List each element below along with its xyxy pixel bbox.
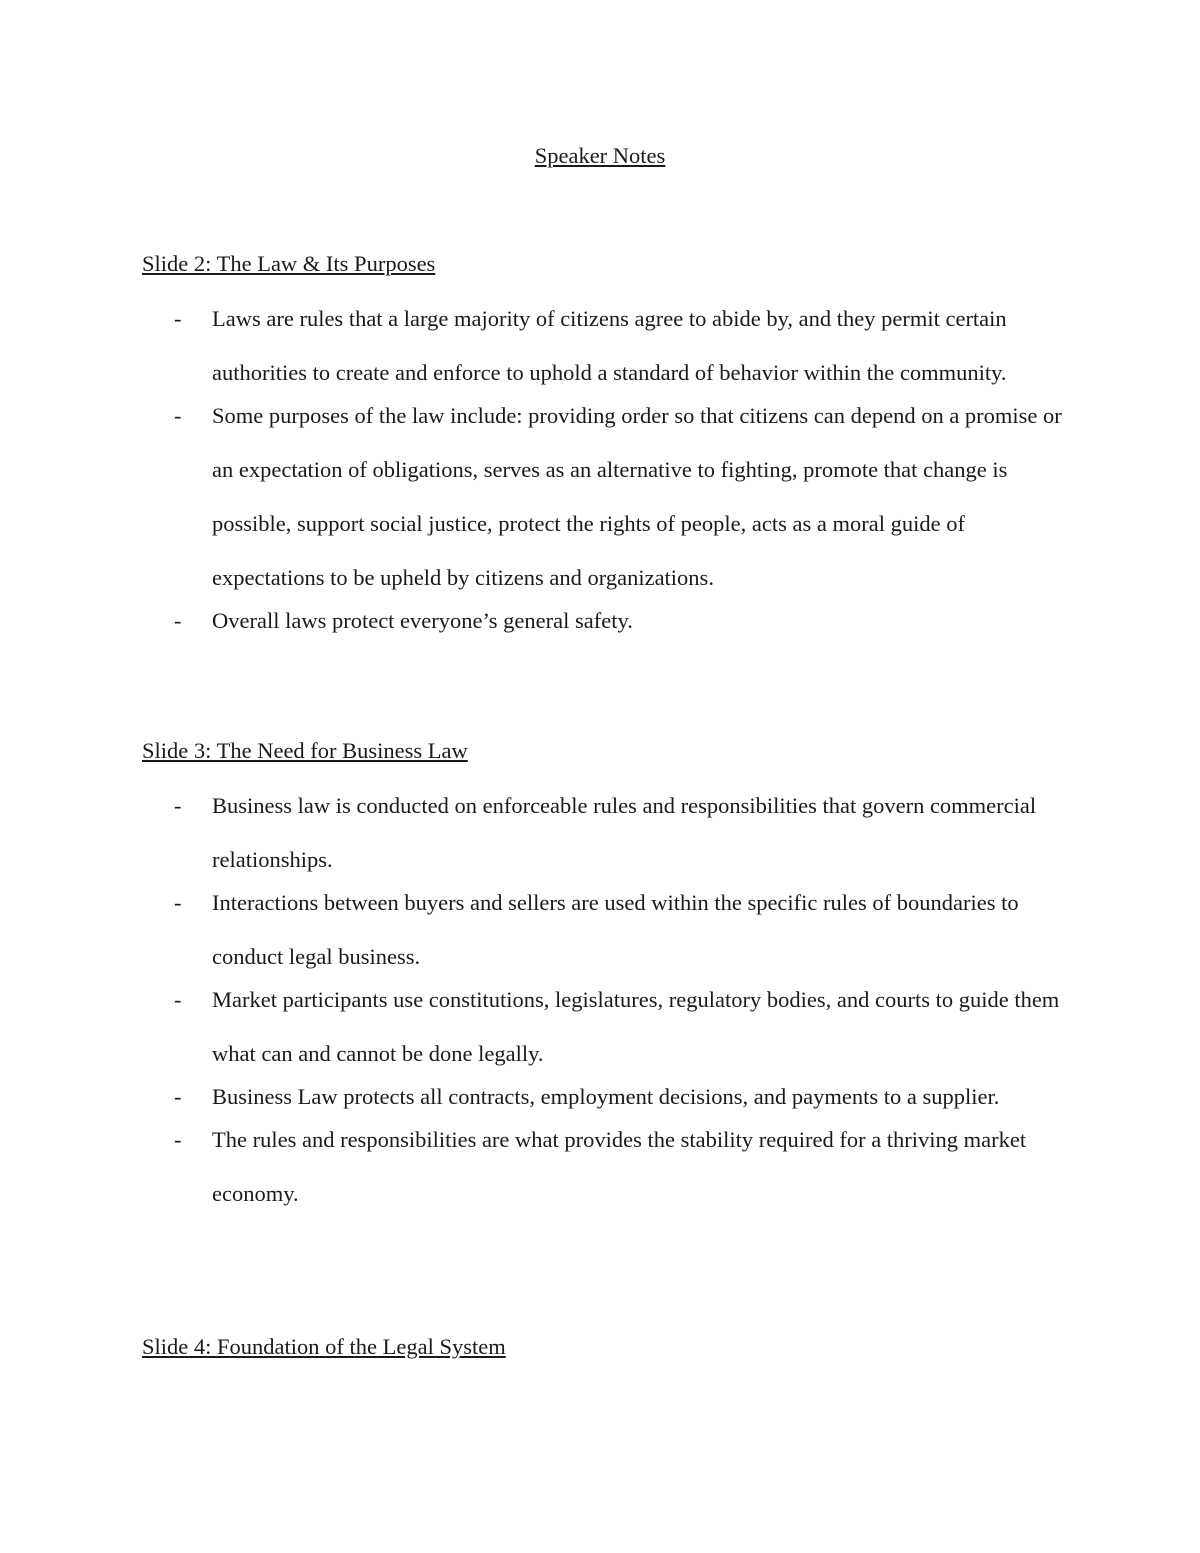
list-item: [142, 389, 1072, 605]
section-heading-slide-3: Slide 3: The Need for Business Law: [142, 738, 468, 763]
list-item-text: Market participants use constitutions, legislatures, regulatory bodies, and courts to guide them what can and cannot be done legally.: [212, 987, 1060, 1066]
list-item: [142, 876, 1072, 984]
list-item: [142, 973, 1072, 1081]
section-heading-slide-4: Slide 4: Foundation of the Legal System: [142, 1334, 506, 1359]
bullet-list-slide-2: [142, 292, 1072, 648]
list-item: [142, 594, 1072, 648]
bullet-dash: -: [174, 608, 182, 633]
list-item-text: Interactions between buyers and sellers are used within the specific rules of boundaries to conduct legal business.: [212, 890, 1019, 969]
list-item: [142, 292, 1072, 400]
list-item: [142, 1113, 1072, 1221]
bullet-dash: -: [174, 306, 182, 331]
list-item-text: Business law is conducted on enforceable rules and responsibilities that govern commercial relationships.: [212, 793, 1037, 872]
bullet-dash: -: [174, 793, 182, 818]
list-item-text: Laws are rules that a large majority of citizens agree to abide by, and they permit certain authorities to create and enforce to uphold a standard of behavior within the community.: [212, 306, 1007, 385]
bullet-dash: -: [174, 1084, 182, 1109]
list-item-text: Some purposes of the law include: providing order so that citizens can depend on a promise or an expectation of obligations, serves as an alternative to fighting, promote that change is possible, support social justice, protect the rights of people, acts as a moral guide of expectations to be upheld by citizens and organizations.: [212, 403, 1062, 590]
bullet-list-slide-3: [142, 779, 1072, 1221]
bullet-dash: -: [174, 890, 182, 915]
list-item: [142, 779, 1072, 887]
bullet-dash: -: [174, 403, 182, 428]
list-item-text: Overall laws protect everyone’s general safety.: [212, 608, 633, 633]
bullet-dash: -: [174, 1127, 182, 1152]
document-title: Speaker Notes: [534, 143, 666, 168]
list-item-text: The rules and responsibilities are what provides the stability required for a thriving market economy.: [212, 1127, 1027, 1206]
list-item-text: Business Law protects all contracts, employment decisions, and payments to a supplier.: [212, 1084, 1000, 1109]
section-heading-slide-2: Slide 2: The Law & Its Purposes: [142, 251, 436, 276]
bullet-dash: -: [174, 987, 182, 1012]
